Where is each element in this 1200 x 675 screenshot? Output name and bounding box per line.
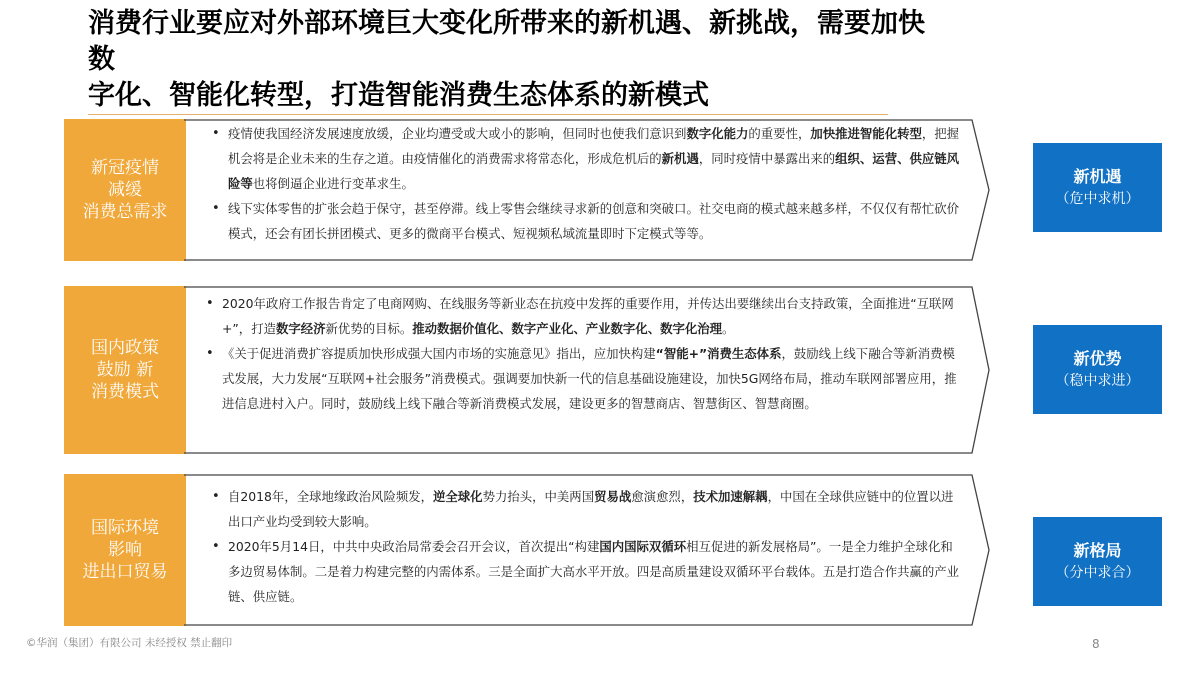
tag-subtitle: （危中求机） (1055, 190, 1140, 207)
bullet-paragraph (210, 196, 962, 246)
text-segment: 愈演愈烈， (631, 489, 694, 504)
bold-text: “智能+”消费生态体系 (655, 346, 782, 361)
bullet-paragraph (210, 534, 960, 609)
bold-text: 加快推进智能化转型 (810, 126, 922, 141)
bullet-paragraph (210, 484, 960, 534)
bold-text: 数字化能力 (686, 126, 749, 141)
title-divider (88, 114, 888, 115)
bullet-paragraph (204, 291, 962, 341)
text-segment: 新优势的目标。 (325, 321, 413, 336)
category-label: 国内政策 鼓励 新 消费模式 (91, 338, 159, 402)
text-segment: 《关于促进消费扩容提质加快形成强大国内市场的实施意见》指出，应加快构建 (222, 346, 656, 361)
tag-title: 新机遇 (1073, 166, 1122, 186)
category-box-2 (64, 286, 186, 454)
page-title (88, 6, 1048, 114)
page-number: 8 (1092, 637, 1100, 651)
text-segment: ，同时疫情中暴露出来的 (698, 151, 836, 166)
row-3-content (210, 484, 960, 609)
row-2-content (204, 291, 962, 416)
text-segment: 相互促进的新发展格局”。一是全力维护全球化和多边贸易体制。二是着力构建完整的内需体系。三是全面扩大高水平开放。四是高质量建设双循环平台载体。五是打造合作共赢的产业链、供应链。 (228, 539, 960, 604)
category-box-3 (64, 474, 186, 626)
tag-title: 新优势 (1073, 348, 1122, 368)
text-segment: 2020年5月14日，中共中央政治局常委会召开会议，首次提出“构建 (228, 539, 600, 554)
text-segment: 也将倒逼企业进行变革求生。 (252, 176, 414, 191)
bold-text: 新机遇 (661, 151, 699, 166)
bold-text: 国内国际双循环 (599, 539, 687, 554)
bullet-paragraph (210, 121, 962, 196)
text-segment: 。 (722, 321, 735, 336)
tag-subtitle: （稳中求进） (1055, 372, 1140, 389)
tag-new-advantage (1033, 325, 1162, 414)
text-segment: 线下实体零售的扩张会趋于保守，甚至停滞。线上零售会继续寻求新的创意和突破口。社交电商的模式越来越多样，不仅仅有帮忙砍价模式，还会有团长拼团模式、更多的微商平台模式、短视频私域流量即时下定模式等等。 (228, 201, 960, 241)
title-line-3: 字化、智能化转型，打造智能消费生态体系的新模式 (88, 80, 709, 111)
tag-subtitle: （分中求合） (1055, 564, 1140, 581)
bullet-paragraph (204, 341, 962, 416)
category-label: 新冠疫情 减缓 消费总需求 (82, 158, 168, 222)
text-segment: ，鼓励线上线下融合等新消费模式发展，大力发展“互联网+社会服务”消费模式。强调要加快新一代的信息基础设施建设，加快5G网络布局，推动车联网部署应用，推进信息进村入户。同时，鼓励线上线下融合等新消费模式发展，建设更多的智慧商店、智慧街区、智慧商圈。 (222, 346, 957, 411)
text-segment: 2020年政府工作报告肯定了电商网购、在线服务等新业态在抗疫中发挥的重要作用，并传达出要继续出台支持政策，全面推进“互联网+”，打造 (222, 296, 954, 336)
title-line-2: 数 (88, 44, 115, 75)
bold-text: 逆全球化 (433, 489, 483, 504)
text-segment: ，中国在全球供应链中的位置以进出口产业均受到较大影响。 (228, 489, 954, 529)
bold-text: 技术加速解耦 (693, 489, 768, 504)
tag-new-opportunity (1033, 143, 1162, 232)
bold-text: 数字经济 (275, 321, 326, 336)
text-segment: 势力抬头，中美两国 (482, 489, 595, 504)
row-1-content (210, 121, 962, 246)
bold-text: 推动数据价值化、数字产业化、产业数字化、数字化治理 (412, 321, 723, 336)
title-line-1: 消费行业要应对外部环境巨大变化所带来的新机遇、新挑战，需要加快 (88, 8, 925, 39)
bold-text: 贸易战 (594, 489, 632, 504)
tag-new-pattern (1033, 517, 1162, 606)
text-segment: ，把握机会将是企业未来的生存之道。由疫情催化的消费需求将常态化，形成危机后的 (228, 126, 960, 166)
category-label: 国际环境 影响 进出口贸易 (82, 518, 168, 582)
text-segment: 疫情使我国经济发展速度放缓，企业均遭受或大或小的影响，但同时也使我们意识到 (228, 126, 687, 141)
text-segment: 的重要性， (748, 126, 811, 141)
category-box-1 (64, 119, 186, 261)
tag-title: 新格局 (1073, 540, 1122, 560)
bold-text: 组织、运营、供应链风险等 (228, 151, 960, 191)
copyright-notice: ©华润（集团）有限公司 未经授权 禁止翻印 (26, 637, 233, 649)
text-segment: 自2018年，全球地缘政治风险频发， (228, 489, 434, 504)
